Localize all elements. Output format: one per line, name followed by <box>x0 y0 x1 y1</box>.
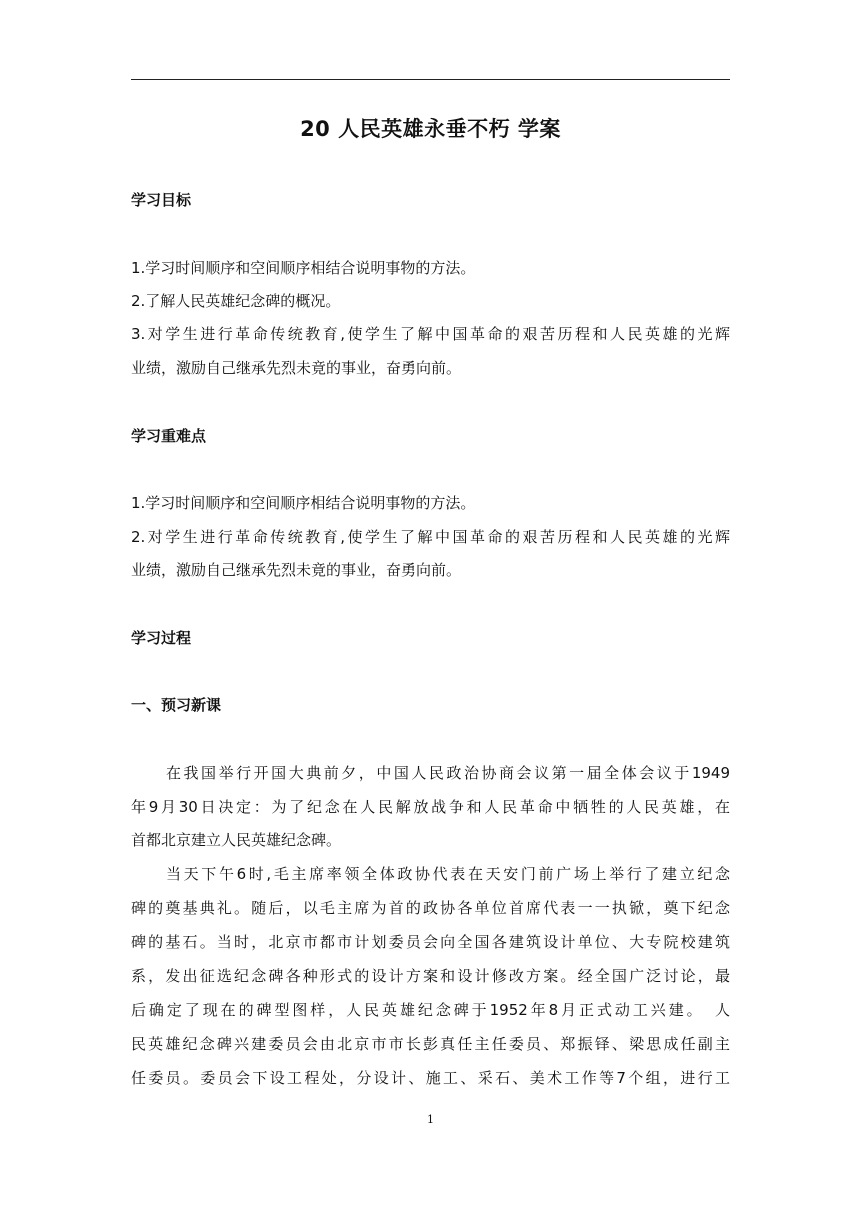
key-point-line-2: 2.对学生进行革命传统教育,使学生了解中国革命的艰苦历程和人民英雄的光辉 <box>131 528 730 546</box>
objective-line-3: 3.对学生进行革命传统教育,使学生了解中国革命的艰苦历程和人民英雄的光辉 <box>131 325 730 343</box>
header-rule <box>131 79 730 80</box>
paragraph-2-line-6: 民英雄纪念碑兴建委员会由北京市市长彭真任主任委员、郑振铎、梁思成任副主 <box>131 1035 730 1053</box>
paragraph-1-line-3: 首都北京建立人民英雄纪念碑。 <box>131 831 342 849</box>
objective-line-1: 1.学习时间顺序和空间顺序相结合说明事物的方法。 <box>131 259 476 277</box>
key-points-heading: 学习重难点 <box>131 427 207 445</box>
paragraph-2-line-7: 任委员。委员会下设工程处，分设计、施工、采石、美术工作等7个组，进行工 <box>131 1069 730 1087</box>
page-number: 1 <box>427 1113 434 1126</box>
page-title: 20 人民英雄永垂不朽 学案 <box>300 117 561 141</box>
process-heading: 学习过程 <box>131 629 192 647</box>
paragraph-2-line-1: 当天下午6时,毛主席率领全体政协代表在天安门前广场上举行了建立纪念 <box>166 865 730 883</box>
paragraph-2-line-2: 碑的奠基典礼。随后，以毛主席为首的政协各单位首席代表一一执锨，奠下纪念 <box>131 899 730 917</box>
paragraph-1-line-1: 在我国举行开国大典前夕，中国人民政治协商会议第一届全体会议于1949 <box>166 764 730 782</box>
objective-line-2: 2.了解人民英雄纪念碑的概况。 <box>131 292 341 310</box>
paragraph-1-line-2: 年9月30日决定：为了纪念在人民解放战争和人民革命中牺牲的人民英雄，在 <box>131 798 730 816</box>
objective-line-4: 业绩，激励自己继承先烈未竟的事业，奋勇向前。 <box>131 359 462 377</box>
preview-heading: 一、预习新课 <box>131 696 222 714</box>
key-point-line-3: 业绩，激励自己继承先烈未竟的事业，奋勇向前。 <box>131 561 462 579</box>
paragraph-2-line-4: 系，发出征选纪念碑各种形式的设计方案和设计修改方案。经全国广泛讨论，最 <box>131 967 730 985</box>
paragraph-2-line-3: 碑的基石。当时，北京市都市计划委员会向全国各建筑设计单位、大专院校建筑 <box>131 933 730 951</box>
objectives-heading: 学习目标 <box>131 191 192 209</box>
paragraph-2-line-5: 后确定了现在的碑型图样，人民英雄纪念碑于1952年8月正式动工兴建。 人 <box>131 1001 730 1019</box>
key-point-line-1: 1.学习时间顺序和空间顺序相结合说明事物的方法。 <box>131 494 476 512</box>
